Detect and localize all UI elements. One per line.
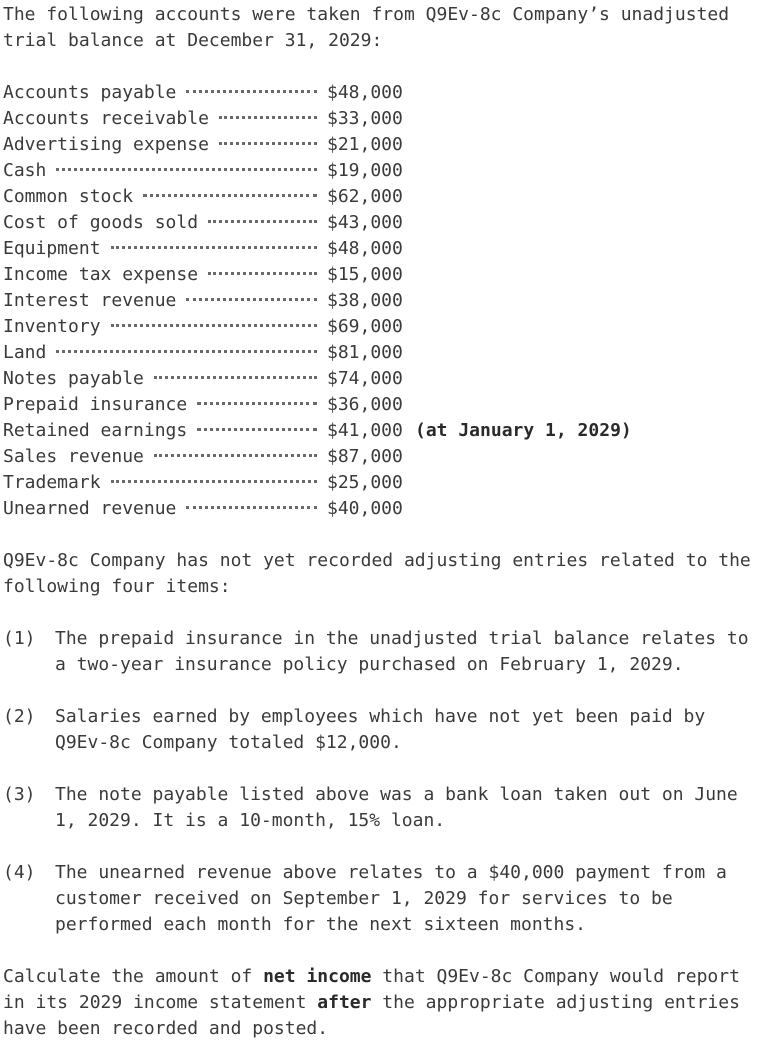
account-amount: $43,000 (327, 212, 403, 233)
item-number: (4) (3, 862, 36, 883)
account-row (3, 496, 753, 522)
item-text: The prepaid insurance in the unadjusted trial balance relates to a two-year insurance policy purchased on February 1, 2029. (55, 628, 749, 675)
item-number: (2) (3, 706, 36, 727)
account-name: Land (3, 342, 47, 363)
account-name: Cash (3, 160, 47, 181)
leader-dots (197, 428, 317, 431)
account-name: Advertising expense (3, 134, 209, 155)
item-text: The unearned revenue above relates to a $40,000 payment from a customer received on September 1, 2029 for services to be performed each month for the next sixteen months. (55, 862, 727, 935)
account-row (3, 262, 753, 288)
account-row (3, 132, 753, 158)
leader-dots (111, 324, 317, 327)
leader-dots (219, 142, 317, 145)
account-row (3, 158, 753, 184)
account-row (3, 444, 753, 470)
leader-dots (56, 350, 317, 353)
leader-dots (186, 298, 317, 301)
question-part: the appropriate adjusting entries have been recorded and posted. (3, 992, 740, 1039)
leader-dots (56, 168, 317, 171)
account-amount: $25,000 (327, 472, 403, 493)
item-number: (3) (3, 784, 36, 805)
account-amount: $40,000 (327, 498, 403, 519)
account-row (3, 106, 753, 132)
account-amount: $41,000 (327, 420, 403, 441)
account-amount: $81,000 (327, 342, 403, 363)
leader-dots (111, 246, 317, 249)
account-name: Cost of goods sold (3, 212, 199, 233)
account-name: Interest revenue (3, 290, 177, 311)
leader-dots (111, 480, 317, 483)
account-amount: $19,000 (327, 160, 403, 181)
account-name: Unearned revenue (3, 498, 177, 519)
account-name: Common stock (3, 186, 134, 207)
account-amount: $62,000 (327, 186, 403, 207)
account-name: Accounts receivable (3, 108, 209, 129)
account-row (3, 288, 753, 314)
account-row (3, 366, 753, 392)
account-row (3, 470, 753, 496)
account-name: Prepaid insurance (3, 394, 188, 415)
question-text (3, 964, 753, 1042)
leader-dots (197, 402, 317, 405)
leader-dots (208, 272, 317, 275)
trial-balance-list (3, 80, 753, 522)
account-row (3, 392, 753, 418)
account-name: Retained earnings (3, 420, 188, 441)
item-text: The note payable listed above was a bank loan taken out on June 1, 2029. It is a 10-month, 15% loan. (55, 784, 738, 831)
account-name: Trademark (3, 472, 101, 493)
account-name: Sales revenue (3, 446, 144, 467)
question-emphasis: net income (263, 966, 372, 987)
question-part: Calculate the amount of (3, 966, 264, 987)
leader-dots (143, 194, 317, 197)
account-name: Equipment (3, 238, 101, 259)
account-amount: $36,000 (327, 394, 403, 415)
account-row (3, 418, 753, 444)
adjustments-lead-text: Q9Ev-8c Company has not yet recorded adjusting entries related to the following four items: (3, 550, 751, 597)
problem-document (3, 2, 753, 1042)
leader-dots (154, 454, 317, 457)
account-name: Inventory (3, 316, 101, 337)
leader-dots (186, 506, 317, 509)
account-note: (at January 1, 2029) (415, 420, 632, 441)
account-row (3, 184, 753, 210)
account-amount: $33,000 (327, 108, 403, 129)
intro-text: The following accounts were taken from Q9Ev-8c Company’s unadjusted trial balance at December 31, 2029: (3, 4, 730, 51)
account-amount: $69,000 (327, 316, 403, 337)
leader-dots (219, 116, 317, 119)
account-amount: $15,000 (327, 264, 403, 285)
account-amount: $48,000 (327, 238, 403, 259)
account-amount: $21,000 (327, 134, 403, 155)
question-part: that Q9Ev-8c Company would report in its 2029 income statement (3, 966, 740, 1013)
leader-dots (154, 376, 317, 379)
account-row (3, 236, 753, 262)
question-emphasis: after (317, 992, 372, 1013)
item-number: (1) (3, 628, 36, 649)
account-amount: $87,000 (327, 446, 403, 467)
adjustment-items (3, 626, 753, 938)
leader-dots (208, 220, 317, 223)
leader-dots (186, 90, 317, 93)
account-row (3, 80, 753, 106)
account-amount: $38,000 (327, 290, 403, 311)
account-row (3, 210, 753, 236)
account-name: Income tax expense (3, 264, 199, 285)
adjustment-item (3, 782, 753, 834)
account-name: Notes payable (3, 368, 144, 389)
account-row (3, 340, 753, 366)
adjustment-item (3, 704, 753, 756)
account-amount: $74,000 (327, 368, 403, 389)
account-name: Accounts payable (3, 82, 177, 103)
account-amount: $48,000 (327, 82, 403, 103)
adjustment-item (3, 626, 753, 678)
account-row (3, 314, 753, 340)
adjustment-item (3, 860, 753, 938)
item-text: Salaries earned by employees which have not yet been paid by Q9Ev-8c Company totaled $12,000. (55, 706, 706, 753)
